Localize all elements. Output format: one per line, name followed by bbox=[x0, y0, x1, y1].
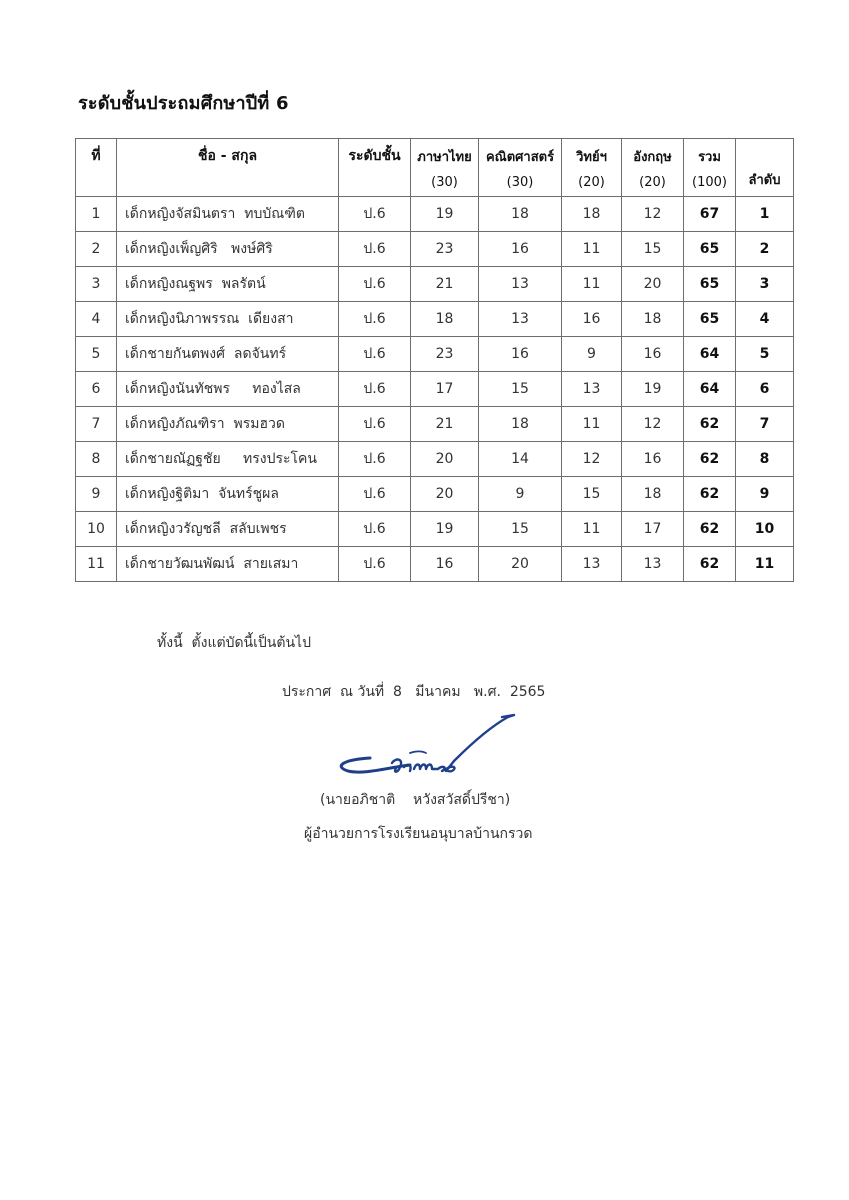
cell-name: เด็กหญิงนิภาพรรณ เดียงสา bbox=[117, 302, 339, 337]
cell-name: เด็กหญิงจัสมินตรา ทบบัณฑิต bbox=[117, 197, 339, 232]
signer-name: (นายอภิชาติ หวังสวัสดิ์ปรีชา) bbox=[320, 792, 511, 808]
cell-total: 62 bbox=[684, 512, 736, 547]
cell-level: ป.6 bbox=[339, 512, 411, 547]
cell-math: 14 bbox=[479, 442, 562, 477]
header-rank bbox=[736, 139, 794, 197]
header-science-max: (20) bbox=[578, 174, 605, 190]
cell-science: 18 bbox=[562, 197, 622, 232]
header-math-max: (30) bbox=[506, 174, 534, 190]
cell-science: 15 bbox=[562, 477, 622, 512]
cell-thai: 21 bbox=[411, 407, 479, 442]
cell-rank: 9 bbox=[736, 477, 794, 512]
page-heading: ระดับชั้นประถมศึกษาปีที่ 6 bbox=[78, 93, 289, 114]
cell-rank: 4 bbox=[736, 302, 794, 337]
table-header-row bbox=[76, 139, 794, 197]
header-level: ระดับชั้น bbox=[339, 139, 411, 197]
cell-science: 9 bbox=[562, 337, 622, 372]
cell-name: เด็กชายวัฒนพัฒน์ สายเสมา bbox=[117, 547, 339, 582]
cell-science: 13 bbox=[562, 372, 622, 407]
cell-rank: 7 bbox=[736, 407, 794, 442]
signature-accent-stroke bbox=[410, 752, 426, 754]
cell-science: 11 bbox=[562, 232, 622, 267]
cell-science: 16 bbox=[562, 302, 622, 337]
cell-english: 15 bbox=[622, 232, 684, 267]
signature-letters-stroke bbox=[392, 760, 454, 772]
cell-english: 16 bbox=[622, 442, 684, 477]
cell-total: 65 bbox=[684, 302, 736, 337]
header-thai bbox=[411, 139, 479, 197]
cell-math: 13 bbox=[479, 267, 562, 302]
cell-math: 20 bbox=[479, 547, 562, 582]
header-name: ชื่อ - สกุล bbox=[117, 139, 339, 197]
cell-english: 12 bbox=[622, 197, 684, 232]
cell-total: 67 bbox=[684, 197, 736, 232]
cell-no: 1 bbox=[76, 197, 117, 232]
cell-name: เด็กหญิงเพ็ญศิริ พงษ์ศิริ bbox=[117, 232, 339, 267]
cell-science: 12 bbox=[562, 442, 622, 477]
cell-math: 9 bbox=[479, 477, 562, 512]
cell-english: 16 bbox=[622, 337, 684, 372]
header-math-label: คณิตศาสตร์ bbox=[485, 149, 555, 165]
cell-level: ป.6 bbox=[339, 547, 411, 582]
cell-name: เด็กหญิงฐิติมา จันทร์ชูผล bbox=[117, 477, 339, 512]
cell-math: 16 bbox=[479, 337, 562, 372]
header-science bbox=[562, 139, 622, 197]
header-science-label: วิทย์ฯ bbox=[576, 149, 607, 165]
table-row bbox=[76, 547, 794, 582]
cell-thai: 20 bbox=[411, 442, 479, 477]
cell-level: ป.6 bbox=[339, 232, 411, 267]
cell-rank: 5 bbox=[736, 337, 794, 372]
cell-thai: 23 bbox=[411, 232, 479, 267]
cell-thai: 19 bbox=[411, 197, 479, 232]
cell-no: 7 bbox=[76, 407, 117, 442]
header-no: ที่ bbox=[76, 139, 117, 197]
signer-position: ผู้อำนวยการโรงเรียนอนุบาลบ้านกรวด bbox=[304, 826, 533, 842]
table-row bbox=[76, 477, 794, 512]
cell-math: 16 bbox=[479, 232, 562, 267]
signature-check-stroke bbox=[446, 715, 514, 771]
cell-rank: 1 bbox=[736, 197, 794, 232]
cell-level: ป.6 bbox=[339, 267, 411, 302]
cell-english: 20 bbox=[622, 267, 684, 302]
cell-name: เด็กชายณัฏฐชัย ทรงประโคน bbox=[117, 442, 339, 477]
cell-english: 13 bbox=[622, 547, 684, 582]
effective-statement: ทั้งนี้ ตั้งแต่บัดนี้เป็นต้นไป bbox=[157, 635, 311, 651]
table-row bbox=[76, 407, 794, 442]
cell-math: 15 bbox=[479, 512, 562, 547]
cell-thai: 17 bbox=[411, 372, 479, 407]
cell-math: 15 bbox=[479, 372, 562, 407]
cell-no: 3 bbox=[76, 267, 117, 302]
cell-thai: 21 bbox=[411, 267, 479, 302]
cell-english: 17 bbox=[622, 512, 684, 547]
table-row bbox=[76, 372, 794, 407]
cell-science: 11 bbox=[562, 407, 622, 442]
cell-no: 2 bbox=[76, 232, 117, 267]
cell-english: 18 bbox=[622, 477, 684, 512]
cell-no: 8 bbox=[76, 442, 117, 477]
cell-name: เด็กหญิงณฐพร พลรัตน์ bbox=[117, 267, 339, 302]
cell-thai: 16 bbox=[411, 547, 479, 582]
cell-math: 18 bbox=[479, 197, 562, 232]
cell-total: 62 bbox=[684, 442, 736, 477]
cell-rank: 6 bbox=[736, 372, 794, 407]
cell-total: 64 bbox=[684, 372, 736, 407]
cell-no: 11 bbox=[76, 547, 117, 582]
cell-no: 10 bbox=[76, 512, 117, 547]
cell-math: 18 bbox=[479, 407, 562, 442]
cell-total: 64 bbox=[684, 337, 736, 372]
cell-no: 9 bbox=[76, 477, 117, 512]
cell-math: 13 bbox=[479, 302, 562, 337]
signature-image bbox=[330, 705, 530, 790]
cell-level: ป.6 bbox=[339, 197, 411, 232]
cell-name: เด็กหญิงนันทัชพร ทองไสล bbox=[117, 372, 339, 407]
cell-name: เด็กชายกันตพงศ์ ลดจันทร์ bbox=[117, 337, 339, 372]
cell-name: เด็กหญิงภัณฑิรา พรมฮวด bbox=[117, 407, 339, 442]
cell-rank: 2 bbox=[736, 232, 794, 267]
cell-no: 4 bbox=[76, 302, 117, 337]
cell-level: ป.6 bbox=[339, 477, 411, 512]
table-row bbox=[76, 197, 794, 232]
table-row bbox=[76, 232, 794, 267]
cell-science: 11 bbox=[562, 267, 622, 302]
cell-rank: 10 bbox=[736, 512, 794, 547]
cell-science: 13 bbox=[562, 547, 622, 582]
table-row bbox=[76, 302, 794, 337]
header-english-label: อังกฤษ bbox=[633, 149, 672, 165]
score-table bbox=[75, 138, 794, 582]
header-thai-label: ภาษาไทย bbox=[417, 149, 472, 165]
cell-name: เด็กหญิงวรัญชลี สลับเพชร bbox=[117, 512, 339, 547]
cell-english: 19 bbox=[622, 372, 684, 407]
cell-total: 62 bbox=[684, 547, 736, 582]
cell-no: 6 bbox=[76, 372, 117, 407]
cell-science: 11 bbox=[562, 512, 622, 547]
cell-english: 12 bbox=[622, 407, 684, 442]
cell-rank: 11 bbox=[736, 547, 794, 582]
table-row bbox=[76, 267, 794, 302]
header-english bbox=[622, 139, 684, 197]
header-math bbox=[479, 139, 562, 197]
header-thai-max: (30) bbox=[431, 174, 458, 190]
cell-level: ป.6 bbox=[339, 302, 411, 337]
header-rank-label: ลำดับ bbox=[748, 173, 781, 188]
cell-level: ป.6 bbox=[339, 442, 411, 477]
cell-level: ป.6 bbox=[339, 372, 411, 407]
cell-total: 62 bbox=[684, 407, 736, 442]
header-total-max: (100) bbox=[692, 174, 727, 190]
cell-thai: 20 bbox=[411, 477, 479, 512]
cell-rank: 3 bbox=[736, 267, 794, 302]
header-english-max: (20) bbox=[639, 174, 666, 190]
header-total-label: รวม bbox=[698, 149, 721, 165]
cell-thai: 19 bbox=[411, 512, 479, 547]
cell-level: ป.6 bbox=[339, 407, 411, 442]
header-total bbox=[684, 139, 736, 197]
table-row bbox=[76, 442, 794, 477]
cell-no: 5 bbox=[76, 337, 117, 372]
cell-total: 65 bbox=[684, 232, 736, 267]
cell-thai: 23 bbox=[411, 337, 479, 372]
cell-english: 18 bbox=[622, 302, 684, 337]
announcement-date: ประกาศ ณ วันที่ 8 มีนาคม พ.ศ. 2565 bbox=[282, 684, 546, 700]
cell-rank: 8 bbox=[736, 442, 794, 477]
table-row bbox=[76, 512, 794, 547]
table-row bbox=[76, 337, 794, 372]
cell-thai: 18 bbox=[411, 302, 479, 337]
cell-level: ป.6 bbox=[339, 337, 411, 372]
cell-total: 62 bbox=[684, 477, 736, 512]
cell-total: 65 bbox=[684, 267, 736, 302]
